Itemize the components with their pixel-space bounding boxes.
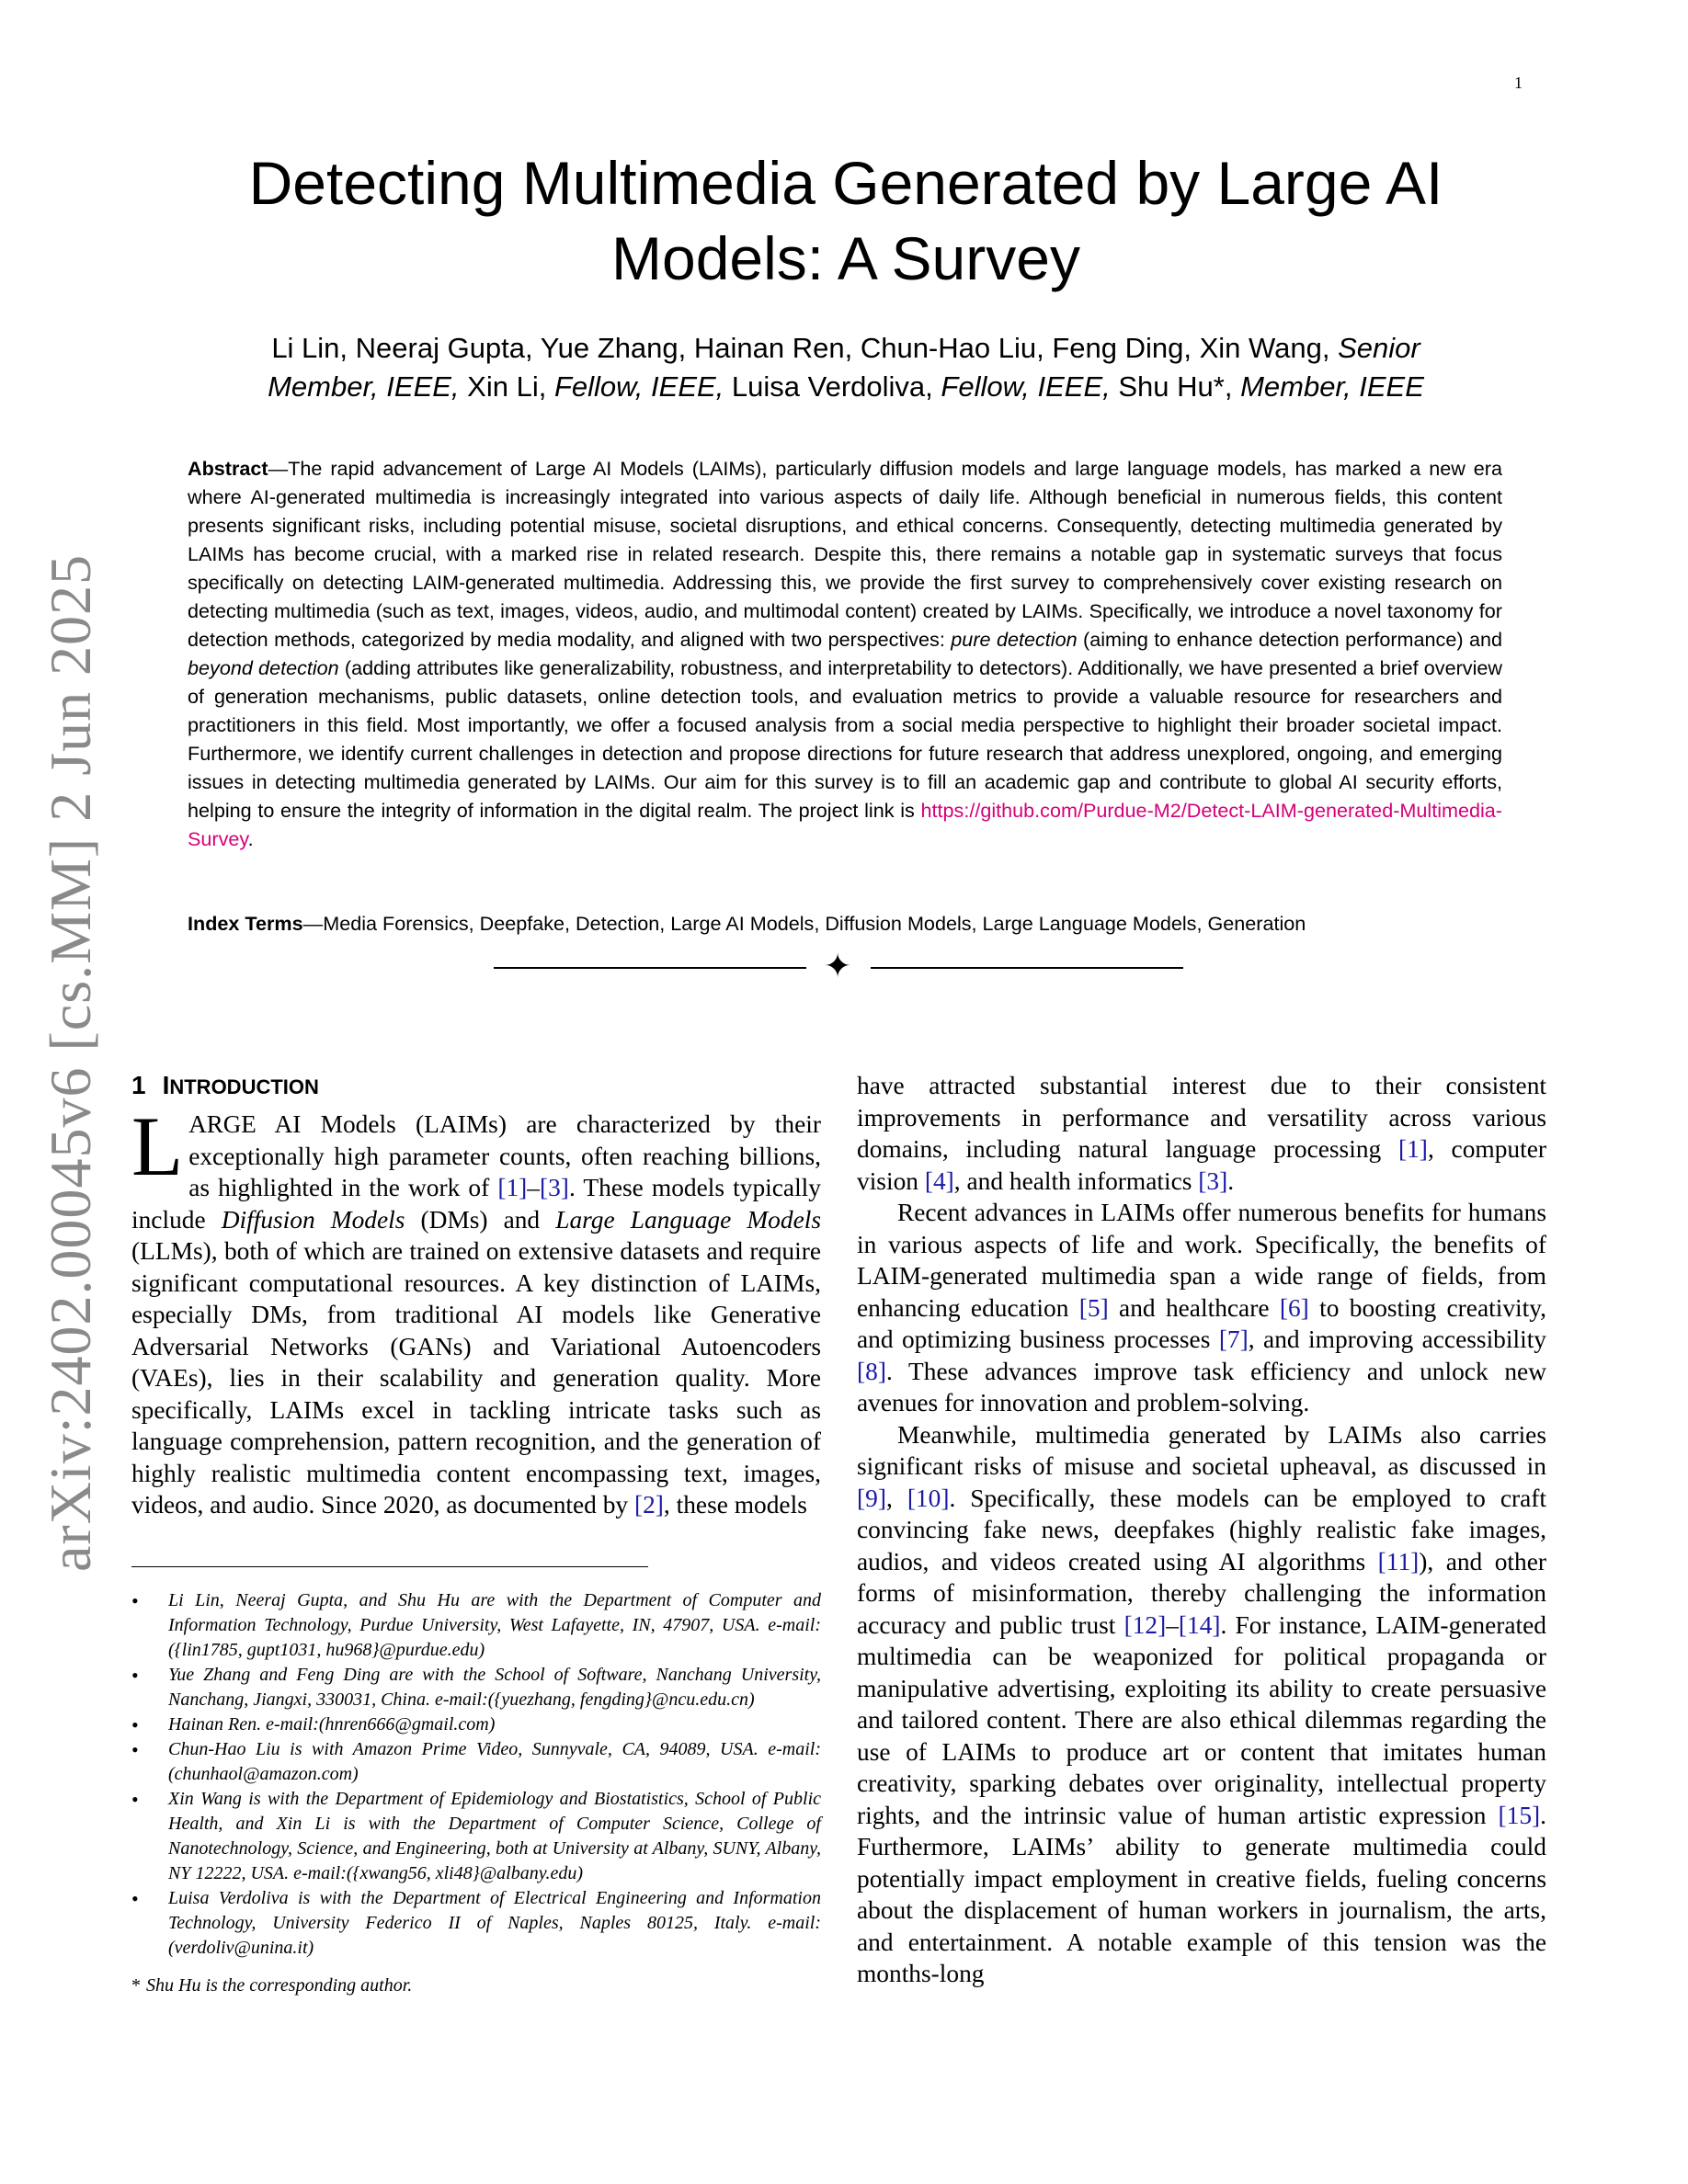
footnotes — [131, 1588, 821, 1998]
abstract-text: . — [247, 827, 254, 850]
body-text: – — [1166, 1610, 1179, 1639]
authors-title: Senior — [1338, 332, 1420, 364]
authors-text: Luisa Verdoliva, — [724, 370, 941, 403]
citation[interactable]: [12] — [1123, 1610, 1167, 1639]
body-text: and healthcare — [1108, 1293, 1280, 1322]
body-text: (DMs) and — [405, 1205, 556, 1234]
footnote-marker: * — [131, 1975, 141, 1996]
body-text: . For instance, LAIM-generated multimedia can be weaponized for political propaganda or manipulative advertising, exploiting its ability to create persuasive and tailored content. There are also ethical dilemmas regarding the use of LAIMs to produce art or content that imitates human creativity, sparking debates over originality, intellectual property rights, and the intrinsic value of human artistic expression — [857, 1610, 1546, 1829]
body-paragraph — [857, 1419, 1546, 1990]
citation[interactable]: [3] — [539, 1174, 569, 1201]
affiliation-item: • Hainan Ren. e-mail:(hnren666@gmail.com) — [131, 1712, 821, 1737]
affiliation-item: • Xin Wang is with the Department of Epidemiology and Biostatistics, School of Public Health, and Xin Li is with the Department of Computer Science, College of Nanotechnology, Science, and Engineering, both at University at Albany, SUNY, Albany, NY 12222, USA. e-mail:({xwang56, xli48}@albany.edu) — [131, 1787, 821, 1886]
emphasis: Diffusion Models — [221, 1205, 405, 1234]
abstract-text: —The rapid advancement of Large AI Models (LAIMs), particularly diffusion models and large language models, has marked a new era where AI-generated multimedia is increasingly integrated into various aspects of daily life. Although beneficial in numerous fields, this content presents significant risks, including potential misuse, societal disruptions, and ethical concerns. Consequently, detecting multimedia generated by LAIMs has become crucial, with a marked rise in related research. Despite this, there remains a notable gap in systematic surveys that focus specifically on detecting LAIM-generated multimedia. Addressing this, we provide the first survey to comprehensively cover existing research on detecting multimedia (such as text, images, videos, audio, and multimodal content) created by LAIMs. Specifically, we introduce a novel taxonomy for detection methods, categorized by media modality, and aligned with two perspectives: — [188, 457, 1502, 651]
authors-text: Xin Li, — [459, 370, 554, 403]
intro-paragraph — [131, 1099, 821, 1521]
title-line-2: Models: A Survey — [611, 224, 1080, 292]
abstract — [188, 454, 1502, 853]
body-text: , — [885, 1484, 907, 1512]
body-text: have attracted substantial interest due to their consistent improvements in performance and versatility across various domains, including natural language processing — [857, 1072, 1546, 1163]
citation[interactable]: [4] — [924, 1166, 954, 1195]
divider-line-left — [494, 967, 806, 969]
citation[interactable]: [1] — [1397, 1135, 1428, 1163]
body-paragraph — [857, 1070, 1546, 1197]
footnote-rule — [131, 1566, 648, 1567]
authors-title: Fellow, IEEE, — [941, 370, 1111, 403]
affiliation-item: • Luisa Verdoliva is with the Department of Electrical Engineering and Information Technology, University Federico II of Naples, Naples 80125, Italy. e-mail:(verdoliv@unina.it) — [131, 1886, 821, 1961]
author-list — [202, 329, 1489, 406]
corresponding-author-note — [131, 1974, 821, 1998]
citation[interactable]: [7] — [1218, 1325, 1249, 1353]
arxiv-identifier: arXiv:2402.00045v6 [cs.MM] 2 Jun 2025 — [38, 553, 103, 1572]
citation[interactable]: [2] — [633, 1491, 664, 1519]
authors-text: Shu Hu*, — [1110, 370, 1241, 403]
body-paragraph — [857, 1197, 1546, 1419]
citation[interactable]: [14] — [1178, 1610, 1221, 1639]
body-text: , and improving accessibility — [1248, 1325, 1547, 1353]
section-title: NTRODUCTION — [169, 1075, 319, 1098]
section-heading — [131, 1070, 821, 1103]
affiliation-item: • Chun-Hao Liu is with Amazon Prime Video, Sunnyvale, CA, 94089, USA. e-mail:(chunhaol@amazon.com) — [131, 1737, 821, 1787]
citation[interactable]: [15] — [1498, 1801, 1541, 1829]
affiliation-list — [131, 1588, 821, 1961]
abstract-emphasis: pure detection — [951, 628, 1078, 651]
body-text: AI Models (LAIMs) are characterized by their exceptionally high parameter counts, often reaching billions, as highlighted in the work of — [188, 1110, 821, 1201]
abstract-emphasis: beyond detection — [188, 656, 339, 679]
body-text: Meanwhile, multimedia generated by LAIMs also carries significant risks of misuse and societal upheaval, as discussed in — [857, 1420, 1546, 1480]
divider-line-right — [871, 967, 1183, 969]
citation[interactable]: [10] — [907, 1484, 950, 1512]
body-text: , these models — [663, 1491, 807, 1519]
divider-ornament: ✦ — [824, 948, 852, 985]
section-number: 1 — [131, 1071, 146, 1099]
citation[interactable]: [5] — [1078, 1293, 1109, 1322]
left-column — [131, 1070, 821, 1521]
drop-cap: L — [131, 1099, 184, 1193]
paper-title — [165, 145, 1526, 296]
citation[interactable]: [8] — [857, 1357, 886, 1385]
body-text: , computer vision — [857, 1135, 1546, 1195]
emphasis: Large Language Models — [555, 1205, 821, 1234]
abstract-text: (adding attributes like generalizability, robustness, and interpretability to detectors). Additionally, we have presented a brief overview of generation mechanisms, public datasets, online detection tools, and evaluation metrics to provide a valuable resource for researchers and practitioners in this field. Most importantly, we offer a focused analysis from a social media perspective to highlight their broader societal impact. Furthermore, we identify current challenges in detection and propose directions for future research that address unexplored, ongoing, and emerging issues in detecting multimedia generated by LAIMs. Our aim for this survey is to fill an academic gap and contribute to global AI security efforts, helping to ensure the integrity of information in the digital realm. The project link is — [188, 656, 1503, 822]
smallcaps-text: ARGE — [188, 1110, 257, 1138]
body-text: . These advances improve task efficiency and unlock new avenues for innovation and problem-solving. — [857, 1357, 1546, 1416]
abstract-label: Abstract — [188, 457, 268, 480]
project-link[interactable]: https://github.com/Purdue-M2/Detect-LAIM-generated-Multimedia-Survey — [188, 799, 1502, 850]
body-text: Recent advances in LAIMs offer numerous benefits for humans in various aspects of life and work. Specifically, the benefits of LAIM-generated multimedia span a wide range of fields, from enhancing education — [857, 1199, 1546, 1322]
citation[interactable]: [9] — [857, 1484, 886, 1512]
index-terms-label: Index Terms — [188, 912, 303, 935]
index-terms — [188, 909, 1502, 938]
section-title: I — [162, 1071, 170, 1099]
right-column — [857, 1070, 1546, 1990]
body-text: . — [1227, 1166, 1235, 1195]
affiliation-item: • Yue Zhang and Feng Ding are with the School of Software, Nanchang University, Nanchang, Jiangxi, 330031, China. e-mail:({yuezhang, fengding}@ncu.edu.cn) — [131, 1663, 821, 1712]
affiliation-item: • Li Lin, Neeraj Gupta, and Shu Hu are with the Department of Computer and Information Technology, Purdue University, West Lafayette, IN, 47907, USA. e-mail:({lin1785, gupt1031, hu968}@purdue.edu) — [131, 1588, 821, 1663]
body-text: to boosting creativity, and optimizing business processes — [857, 1293, 1547, 1353]
body-text: . Furthermore, LAIMs’ ability to generate multimedia could potentially impact employment in creative fields, fueling concerns about the displacement of human workers in journalism, the arts, and entertainment. A notable example of this tension was the months-long — [857, 1801, 1546, 1987]
index-terms-text: —Media Forensics, Deepfake, Detection, Large AI Models, Diffusion Models, Large Language Models, Generation — [302, 912, 1306, 935]
authors-title: Member, IEEE — [1240, 370, 1424, 403]
body-text: . Specifically, these models can be employed to craft convincing fake news, deepfakes (highly realistic fake images, audios, and videos created using AI algorithms — [857, 1484, 1546, 1575]
title-line-1: Detecting Multimedia Generated by Large AI — [248, 149, 1443, 217]
corresponding-author-text: Shu Hu is the corresponding author. — [146, 1975, 413, 1996]
authors-title: Fellow, IEEE, — [553, 370, 724, 403]
citation[interactable]: [1] — [497, 1174, 528, 1201]
citation[interactable]: [6] — [1279, 1293, 1309, 1322]
authors-title: Member, IEEE, — [268, 370, 460, 403]
body-text: (LLMs), both of which are trained on extensive datasets and require significant computational resources. A key distinction of LAIMs, especially DMs, from traditional AI models like Generative Adversarial Networks (GANs) and Variational Autoencoders (VAEs), lies in their scalability and generation quality. More specifically, LAIMs excel in tackling intricate tasks such as language comprehension, pattern recognition, and the generation of highly realistic multimedia content encompassing text, images, videos, and audio. Since 2020, as documented by — [131, 1237, 821, 1519]
citation[interactable]: [3] — [1198, 1166, 1228, 1195]
page-number: 1 — [1514, 74, 1523, 92]
abstract-text: (aiming to enhance detection performance) and — [1077, 628, 1503, 651]
body-text: ), and other forms of misinformation, thereby challenging the information accuracy and public trust — [857, 1547, 1546, 1639]
body-text: – — [527, 1174, 540, 1201]
authors-text: Li Lin, Neeraj Gupta, Yue Zhang, Hainan Ren, Chun-Hao Liu, Feng Ding, Xin Wang, — [271, 332, 1339, 364]
body-text: , and health informatics — [953, 1166, 1199, 1195]
citation[interactable]: [11] — [1377, 1547, 1420, 1575]
body-text: . These models typically include — [131, 1174, 821, 1234]
